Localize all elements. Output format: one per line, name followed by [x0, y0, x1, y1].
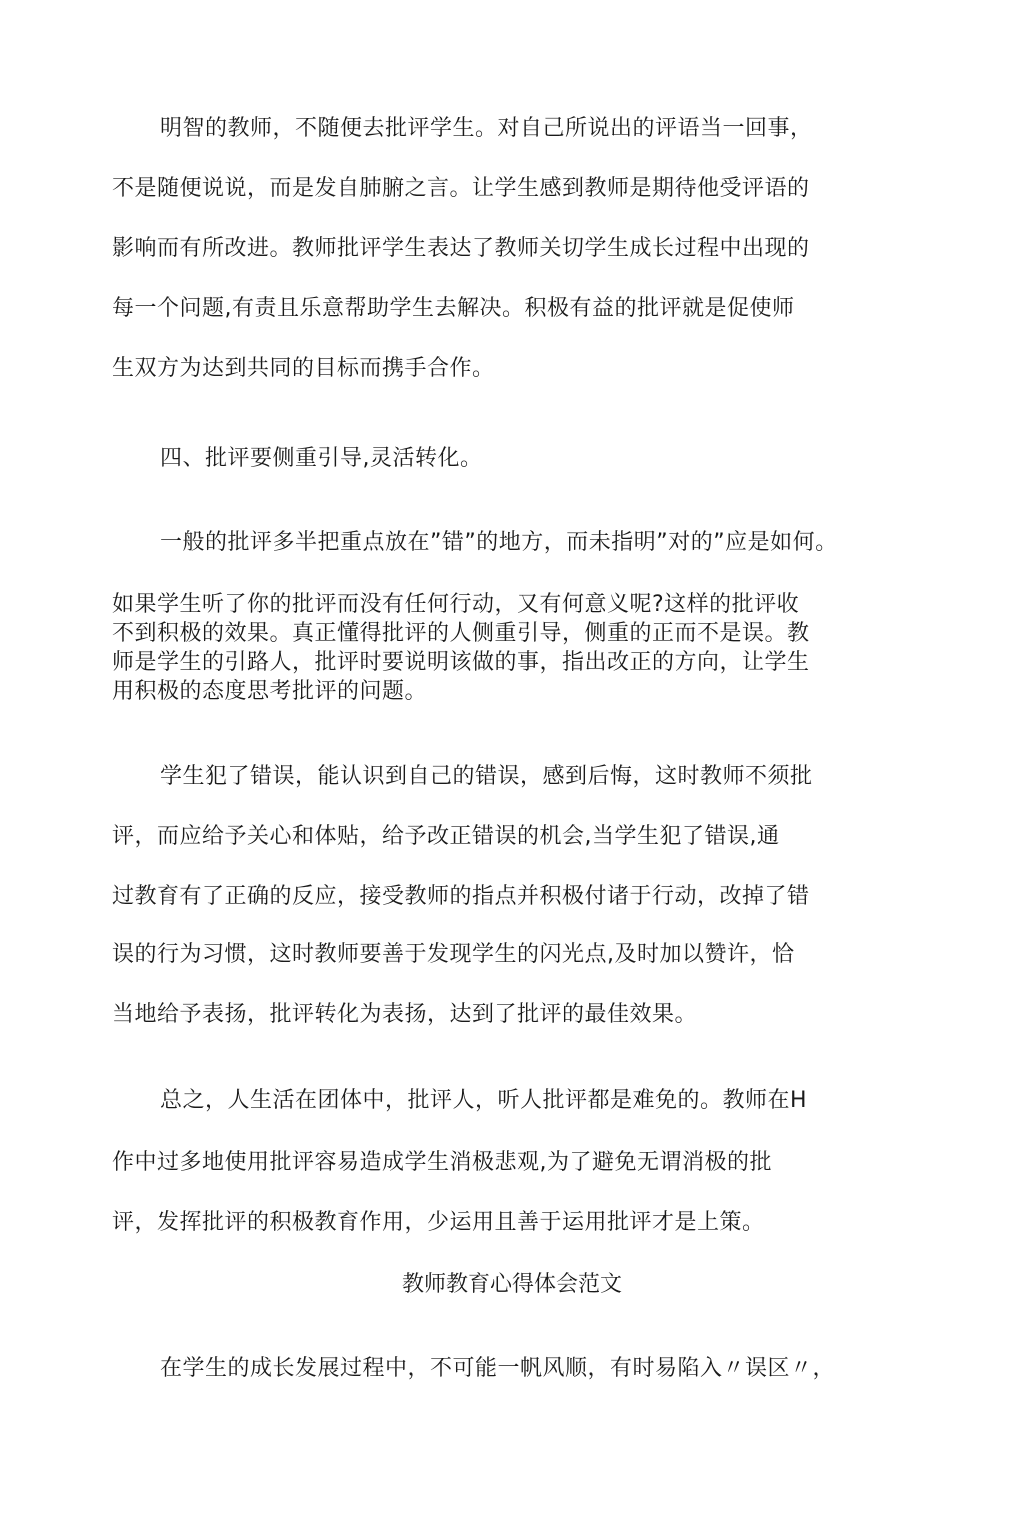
paragraph-line: 学生犯了错误，能认识到自己的错误，感到后悔，这时教师不须批 — [160, 764, 813, 789]
paragraph-line: 评，而应给予关心和体贴，给予改正错误的机会,当学生犯了错误,通 — [112, 824, 780, 849]
paragraph-line: 影响而有所改进。教师批评学生表达了教师关切学生成长过程中出现的 — [112, 236, 810, 261]
paragraph-line: 用积极的态度思考批评的问题。 — [112, 679, 428, 704]
paragraph-line: 总之，人生活在团体中，批评人，听人批评都是难免的。教师在H — [160, 1088, 808, 1113]
section-heading: 四、批评要侧重引导,灵活转化。 — [160, 446, 483, 471]
paragraph-line: 作中过多地使用批评容易造成学生消极悲观,为了避免无谓消极的批 — [112, 1150, 772, 1175]
paragraph-line: 每一个问题,有责且乐意帮助学生去解决。积极有益的批评就是促使师 — [112, 296, 795, 321]
paragraph-line: 在学生的成长发展过程中，不可能一帆风顺，有时易陷入〃误区〃， — [160, 1356, 836, 1381]
paragraph-line: 明智的教师，不随便去批评学生。对自己所说出的评语当一回事， — [160, 116, 813, 141]
paragraph-line: 不是随便说说，而是发自肺腑之言。让学生感到教师是期待他受评语的 — [112, 176, 810, 201]
paragraph-line: 过教育有了正确的反应，接受教师的指点并积极付诸于行动，改掉了错 — [112, 884, 810, 909]
paragraph-line: 评，发挥批评的积极教育作用，少运用且善于运用批评才是上策。 — [112, 1210, 765, 1235]
paragraph-line: 一般的批评多半把重点放在”错”的地方，而未指明”对的”应是如何。 — [160, 530, 838, 555]
article-title: 教师教育心得体会范文 — [401, 1272, 622, 1297]
paragraph-line: 当地给予表扬，批评转化为表扬，达到了批评的最佳效果。 — [112, 1002, 698, 1027]
paragraph-line: 生双方为达到共同的目标而携手合作。 — [112, 356, 495, 381]
paragraph-line: 师是学生的引路人，批评时要说明该做的事，指出改正的方向，让学生 — [112, 650, 810, 675]
paragraph-line: 如果学生听了你的批评而没有任何行动，又有何意义呢?这样的批评收 — [112, 592, 800, 617]
paragraph-line: 不到积极的效果。真正懂得批评的人侧重引导，侧重的正而不是误。教 — [112, 621, 810, 646]
paragraph-line: 误的行为习惯，这时教师要善于发现学生的闪光点,及时加以赞许，恰 — [112, 942, 795, 967]
